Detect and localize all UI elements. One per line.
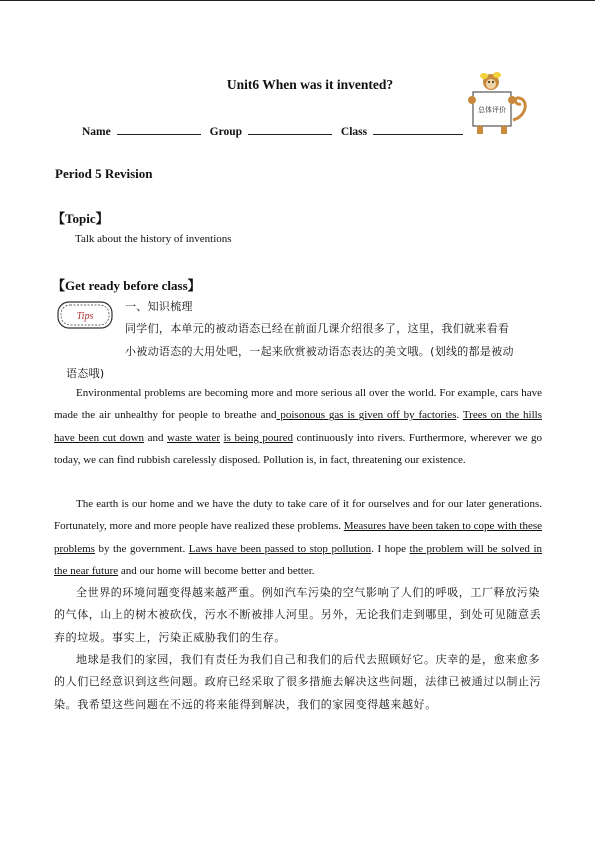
class-field[interactable] <box>373 122 463 135</box>
passage-paragraph-1: Environmental problems are becoming more and more serious all over the world. For example, cars have made the air unhealthy for people to breathe and poisonous gas is given off by factories. Trees on the hills have been cut down and waste water is being poured continuously into rivers. Furthermore, wherever we go today, we can find rubbish carelessly disposed. Pollution is, in fact, threatening our existence. <box>54 387 542 466</box>
passive-phrase: Trees on the hills have been cut down <box>54 409 542 444</box>
group-field[interactable] <box>248 122 332 135</box>
class-label: Class <box>340 126 368 138</box>
tips-banner-icon <box>55 298 115 332</box>
name-label: Name <box>82 126 111 138</box>
passage-paragraph-2: The earth is our home and we have the duty to take care of it for ourselves and for our later generations. Fortunately, more and more people have realized these problems. Measures have been taken to cope with these problems by the government. Laws have been passed to stop pollution. I hope the problem will be solved in the near future and our home will become better and better. <box>54 498 543 577</box>
intro-line-1: 同学们，本单元的被动语态已经在前面几课介绍很多了，这里，我们就来看看 <box>125 322 510 335</box>
passive-phrase: is being poured <box>223 431 293 444</box>
passive-phrase: the problem will be solved in the near future <box>54 542 543 577</box>
student-info-row <box>82 122 469 138</box>
passive-phrase: waste water <box>167 431 221 444</box>
sign-text: 总体评价 <box>478 106 506 114</box>
passive-phrase: Laws have been passed to stop pollution <box>188 542 372 555</box>
intro-line-3: 语态哦) <box>66 367 105 380</box>
get-ready-heading: 【Get ready before class】 <box>52 278 201 293</box>
passive-phrase: Measures have been taken to cope with these problems <box>54 520 542 555</box>
chinese-translation-2: 地球是我们的家园，我们有责任为我们自己和我们的后代去照顾好它。庆幸的是，愈来愈多的人们已经意识到这些问题。政府已经采取了很多措施去解决这些问题，法律已被通过以制止污染。我希望这些问题在不远的将来能得到解决，我们的家园变得越来越好。 <box>54 653 542 711</box>
page-title: Unit6 When was it invented? <box>226 77 394 92</box>
top-rule <box>0 0 595 1</box>
topic-heading: 【Topic】 <box>52 211 109 226</box>
monkey-holding-sign-icon <box>463 70 533 136</box>
topic-text: Talk about the history of inventions <box>75 233 232 245</box>
chinese-translation-1: 全世界的环境问题变得越来越严重。例如汽车污染的空气影响了人们的呼吸，工厂释放污染的气体，山上的树木被砍伐，污水不断被排人河里。另外，无论我们走到哪里，到处可见随意丢弃的垃圾。事实上，污染正威胁我们的生存。 <box>54 586 542 644</box>
knowledge-item-heading: 一、知识梳理 <box>125 300 193 313</box>
passive-phrase: poisonous gas is given off by factories <box>276 409 457 422</box>
group-label: Group <box>209 126 243 138</box>
period-heading: Period 5 Revision <box>55 166 153 181</box>
name-field[interactable] <box>117 122 201 135</box>
tips-label: Tips <box>76 311 94 322</box>
intro-line-2: 小被动语态的大用处吧，一起来欣赏被动语态表达的美文哦。(划线的都是被动 <box>125 345 514 358</box>
